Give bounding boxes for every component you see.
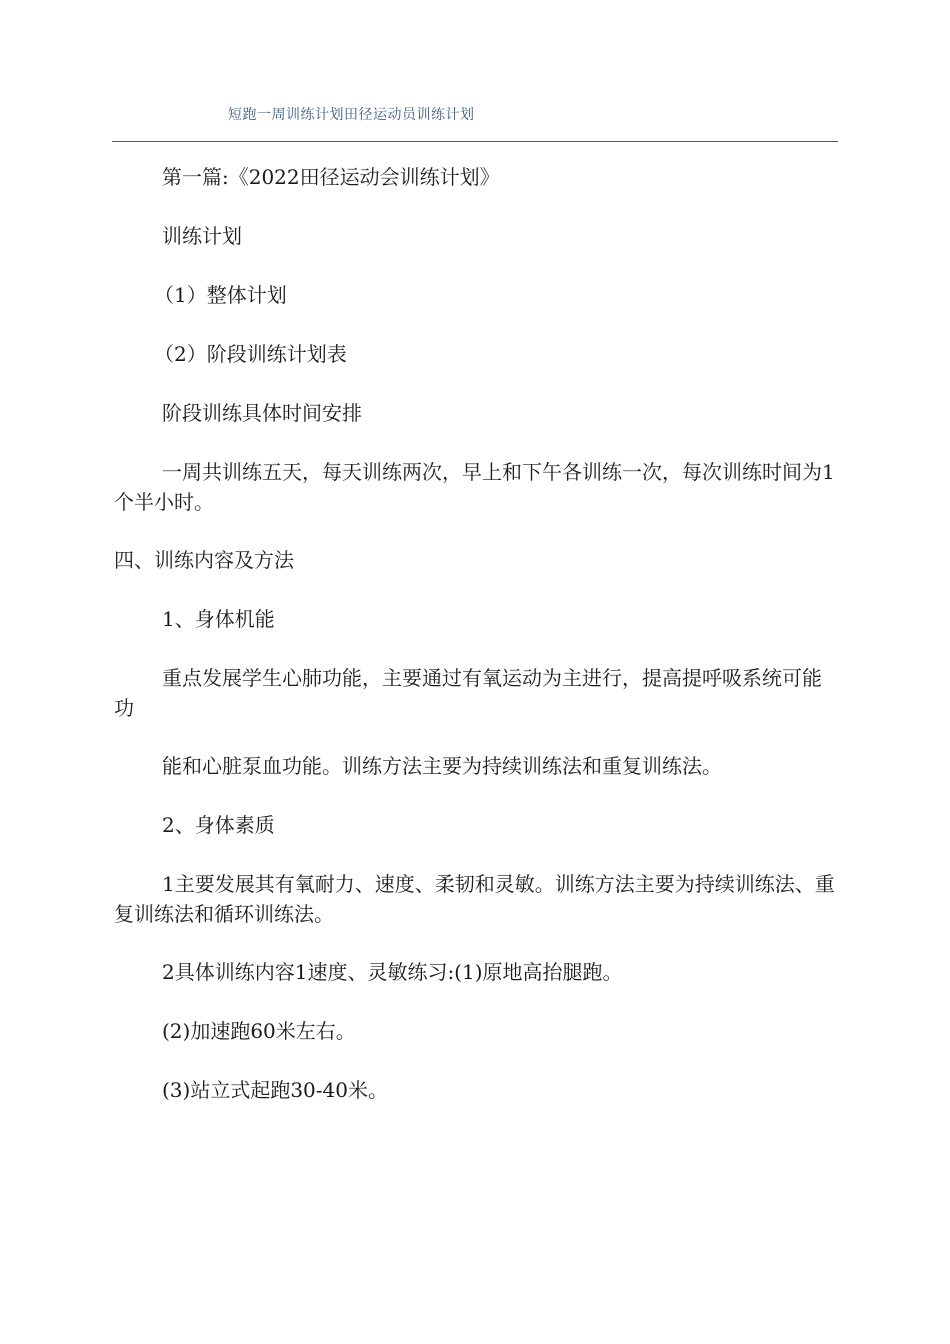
paragraph: 能和心脏泵血功能。训练方法主要为持续训练法和重复训练法。 [162,754,722,778]
paragraph: 2具体训练内容1速度、灵敏练习:(1)原地高抬腿跑。 [162,960,623,984]
section-heading: 训练计划 [162,224,242,248]
subsection-heading: 1、身体机能 [162,607,275,631]
running-header: 短跑一周训练计划田径运动员训练计划 [228,107,475,123]
section-heading: 四、训练内容及方法 [114,548,294,572]
subsection-heading: 2、身体素质 [162,813,275,837]
paragraph: 一周共训练五天，每天训练两次，早上和下午各训练一次，每次训练时间为1个半小时。 [114,460,835,514]
header-divider [112,141,838,142]
list-item: (2)加速跑60米左右。 [162,1019,356,1043]
paragraph: 阶段训练具体时间安排 [162,401,362,425]
list-item: （1）整体计划 [154,283,287,307]
paragraph: 1主要发展其有氧耐力、速度、柔韧和灵敏。训练方法主要为持续训练法、重复训练法和循环训练法。 [114,872,835,926]
list-item: (3)站立式起跑30-40米。 [162,1078,388,1102]
paragraph: 重点发展学生心肺功能，主要通过有氧运动为主进行，提高提呼吸系统可能功 [114,666,822,720]
document-body [114,162,836,1134]
chapter-title: 第一篇:《2022田径运动会训练计划》 [162,165,500,189]
list-item: （2）阶段训练计划表 [154,342,347,366]
